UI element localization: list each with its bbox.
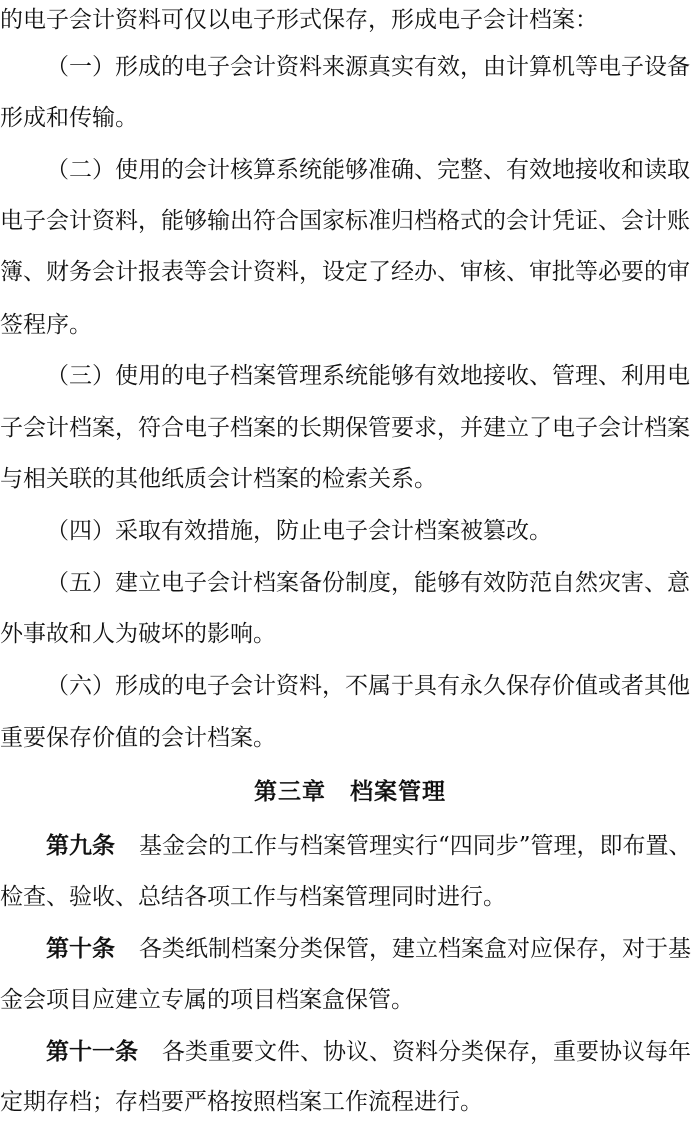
- chapter-title: 第三章 档案管理: [254, 778, 446, 805]
- article-text: 基金会的工作与档案管理实行“四同步”管理，即布置、: [139, 833, 692, 859]
- item-5-line-1: （五）建立电子会计档案备份制度，能够有效防范自然灾害、意: [46, 570, 690, 596]
- paragraph-line: 的电子会计资料可仅以电子形式保存，形成电子会计档案：: [0, 7, 598, 33]
- item-5-line-2: 外事故和人为破坏的影响。: [0, 621, 276, 647]
- article-text: 各类纸制档案分类保管，建立档案盒对应保存，对于基: [139, 936, 691, 962]
- article-11-line-2: 定期存档；存档要严格按照档案工作流程进行。: [0, 1089, 483, 1115]
- item-3-line-2: 子会计档案，符合电子档案的长期保管要求，并建立了电子会计档案: [0, 415, 690, 441]
- article-text: 各类重要文件、协议、资料分类保存，重要协议每年: [162, 1039, 691, 1065]
- item-6-line-1: （六）形成的电子会计资料，不属于具有永久保存价值或者其他: [46, 673, 690, 699]
- item-1-line-1: （一）形成的电子会计资料来源真实有效，由计算机等电子设备: [46, 54, 690, 80]
- article-label: 第九条: [46, 832, 115, 859]
- item-3-line-3: 与相关联的其他纸质会计档案的检索关系。: [0, 466, 437, 492]
- article-9-line-1: [0, 826, 700, 866]
- item-2-line-1: （二）使用的会计核算系统能够准确、完整、有效地接收和读取: [46, 157, 690, 183]
- article-10-line-2: 金会项目应建立专属的项目档案盒保管。: [0, 987, 414, 1013]
- item-2-line-3: 簿、财务会计报表等会计资料，设定了经办、审核、审批等必要的审: [0, 259, 690, 285]
- item-2-line-2: 电子会计资料，能够输出符合国家标准归档格式的会计凭证、会计账: [0, 208, 690, 234]
- item-2-line-4: 签程序。: [0, 312, 92, 338]
- item-4-line-1: （四）采取有效措施，防止电子会计档案被篡改。: [46, 518, 552, 544]
- item-1-line-2: 形成和传输。: [0, 105, 138, 131]
- article-9-line-2: 检查、验收、总结各项工作与档案管理同时进行。: [0, 884, 506, 910]
- item-6-line-2: 重要保存价值的会计档案。: [0, 725, 276, 751]
- article-label: 第十条: [46, 935, 115, 962]
- article-10-line-1: [0, 929, 700, 969]
- article-11-line-1: [0, 1032, 700, 1072]
- item-3-line-1: （三）使用的电子档案管理系统能够有效地接收、管理、利用电: [46, 363, 690, 389]
- article-label: 第十一条: [46, 1038, 138, 1065]
